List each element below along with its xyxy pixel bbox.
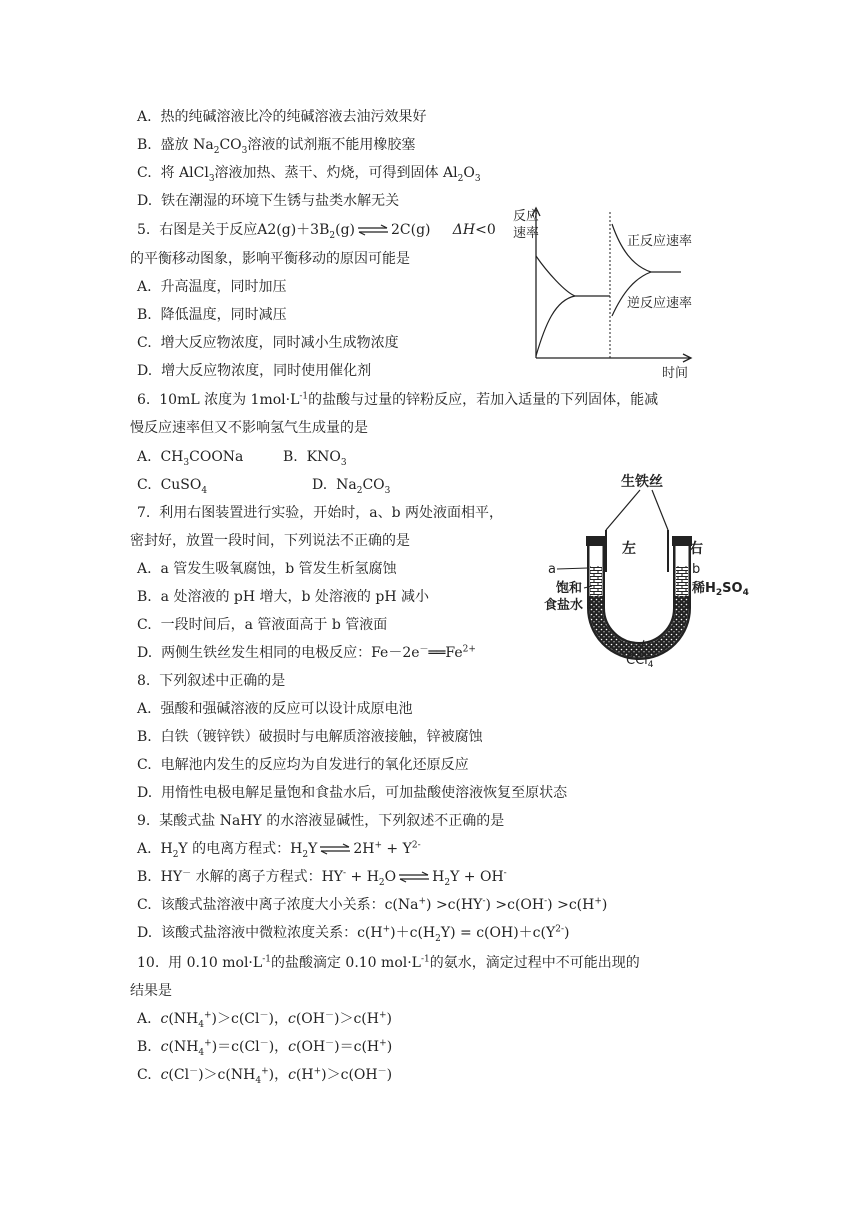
reverse-rate-curve-1 <box>536 296 575 356</box>
u-tube-apparatus <box>540 468 760 668</box>
q10-option-c: C. $c(Cl^-)>c(NH_4^+)$，c(H+)＞c(OH－) <box>137 1066 393 1086</box>
q8-option-c: C. 电解池内发生的反应均为自发进行的氧化还原反应 <box>137 757 469 773</box>
pointer-line-right <box>652 490 668 530</box>
q10-option-a: A. $c(NH_4^+)>c(Cl^-)$，c(OH－)＞c(H+) <box>137 1010 392 1030</box>
q9-option-b: B. HY－ 水解的离子方程式：$HY^- + H_2O$ $H_2Y + OH^-$ <box>137 868 507 888</box>
label-salt-water: 食盐水 <box>544 598 584 613</box>
graph-ylabel-line1: 反应 <box>513 209 540 224</box>
q4-option-c: C. 将 AlCl$_3$溶液加热、蒸干、灼烧，可得到固体 $Al_2O_3$ <box>137 165 481 184</box>
q10-option-b: B. $c(NH_4^+)=c(Cl^-)$，c(OH－)＝c(H+) <box>137 1038 393 1058</box>
q7-option-c: C. 一段时间后，a 管液面高于 b 管液面 <box>137 617 388 633</box>
pointer-a <box>557 568 588 569</box>
q8-option-d: D. 用惰性电极电解足量饱和食盐水后，可加盐酸使溶液恢复至原状态 <box>137 785 568 801</box>
q6-option-a: A. $CH_3COONa$ <box>137 449 244 468</box>
q9-option-a: A. $H_2Y$ 的电离方程式：$H_2Y$ $2H^+ + Y^{2-}$ <box>137 840 421 860</box>
label-dilute-acid: 稀$H_2SO_4$ <box>692 581 749 598</box>
q5-option-a: A. 升高温度，同时加压 <box>137 279 287 295</box>
q7-option-d: D. 两侧生铁丝发生相同的电极反应：$Fe-2e^-══Fe^{2+}$ <box>137 644 476 661</box>
graph-ylabel-line2: 速率 <box>513 226 540 241</box>
q9-option-d: D. 该酸式盐溶液中微粒浓度关系：$c(H^+)+c(H_2Y) = c(OH)+c(Y^{2-})$ <box>137 924 570 944</box>
saline-solution <box>590 566 602 596</box>
q7-option-b: B. a 处溶液的 pH 增大，b 处溶液的 pH 减小 <box>137 589 430 605</box>
q6-option-b: B. $KNO_3$ <box>283 449 347 468</box>
label-right: 右 <box>689 541 703 557</box>
equilibrium-arrow-icon <box>398 871 430 883</box>
forward-rate-curve-1 <box>536 256 610 296</box>
stopper-left <box>586 536 606 546</box>
q6-option-c: C. CuSO$_4$ <box>137 477 208 496</box>
q5-option-d: D. 增大反应物浓度，同时使用催化剂 <box>137 363 372 379</box>
q4-option-d: D. 铁在潮湿的环境下生锈与盐类水解无关 <box>137 193 400 209</box>
graph-xlabel: 时间 <box>662 366 689 381</box>
q5-option-c: C. 增大反应物浓度，同时减小生成物浓度 <box>137 335 399 351</box>
q10-stem-line1: 10. 用 0.10 $mol\cdot L^{-1}$的盐酸滴定 0.10 $mol\cdot L^{-1}$的氨水，滴定过程中不可能出现的 <box>137 954 640 971</box>
q6-stem-line2: 慢反应速率但又不影响氢气生成量的是 <box>130 420 368 436</box>
q4-option-a: A. 热的纯碱溶液比冷的纯碱溶液去油污效果好 <box>137 109 427 125</box>
label-left: 左 <box>622 541 636 557</box>
label-a: a <box>548 562 556 577</box>
pointer-line-left <box>606 490 640 530</box>
q7-option-a: A. a 管发生吸氧腐蚀，b 管发生析氢腐蚀 <box>137 561 397 577</box>
label-ccl4: CCl$_4$ <box>626 653 654 668</box>
q8-option-b: B. 白铁（镀锌铁）破损时与电解质溶液接触，锌被腐蚀 <box>137 729 483 745</box>
equilibrium-arrow-icon <box>357 224 389 236</box>
rate-time-graph <box>505 200 705 382</box>
q9-stem: 9. 某酸式盐 NaHY 的水溶液显碱性，下列叙述不正确的是 <box>137 813 505 829</box>
q4-option-b: B. 盛放 $Na_2CO_3$溶液的试剂瓶不能用橡胶塞 <box>137 137 416 156</box>
q6-option-d: D. $Na_2CO_3$ <box>312 477 391 496</box>
label-iron-wire: 生铁丝 <box>621 474 663 490</box>
q7-stem-line2: 密封好，放置一段时间，下列说法不正确的是 <box>130 533 410 549</box>
acid-solution <box>676 566 688 596</box>
q5-stem-line1: 5. 右图是关于反应$A2(g)+3B_2(g)$ 2C(g) ΔH<0 <box>137 222 496 241</box>
q8-stem: 8. 下列叙述中正确的是 <box>137 673 286 689</box>
forward-rate-label: 正反应速率 <box>627 234 693 249</box>
reverse-rate-label: 逆反应速率 <box>627 296 693 311</box>
q5-stem-line2: 的平衡移动图象，影响平衡移动的原因可能是 <box>130 251 410 267</box>
q9-option-c: C. 该酸式盐溶液中离子浓度大小关系：c(Na+) >c(HY-) >c(OH-) >c(H+) <box>137 896 608 913</box>
q10-stem-line2: 结果是 <box>130 983 172 999</box>
label-b: b <box>692 562 701 577</box>
label-saturated: 饱和 <box>556 581 583 596</box>
q8-option-a: A. 强酸和强碱溶液的反应可以设计成原电池 <box>137 701 413 717</box>
q6-stem-line1: 6. 10mL 浓度为 $1mol\cdot L^{-1}$的盐酸与过量的锌粉反应，若加入适量的下列固体，能减 <box>137 391 659 408</box>
equilibrium-arrow-icon <box>319 843 351 855</box>
q5-option-b: B. 降低温度，同时减压 <box>137 307 287 323</box>
q7-stem-line1: 7. 利用右图装置进行实验，开始时，a、b 两处液面相平， <box>137 505 504 521</box>
